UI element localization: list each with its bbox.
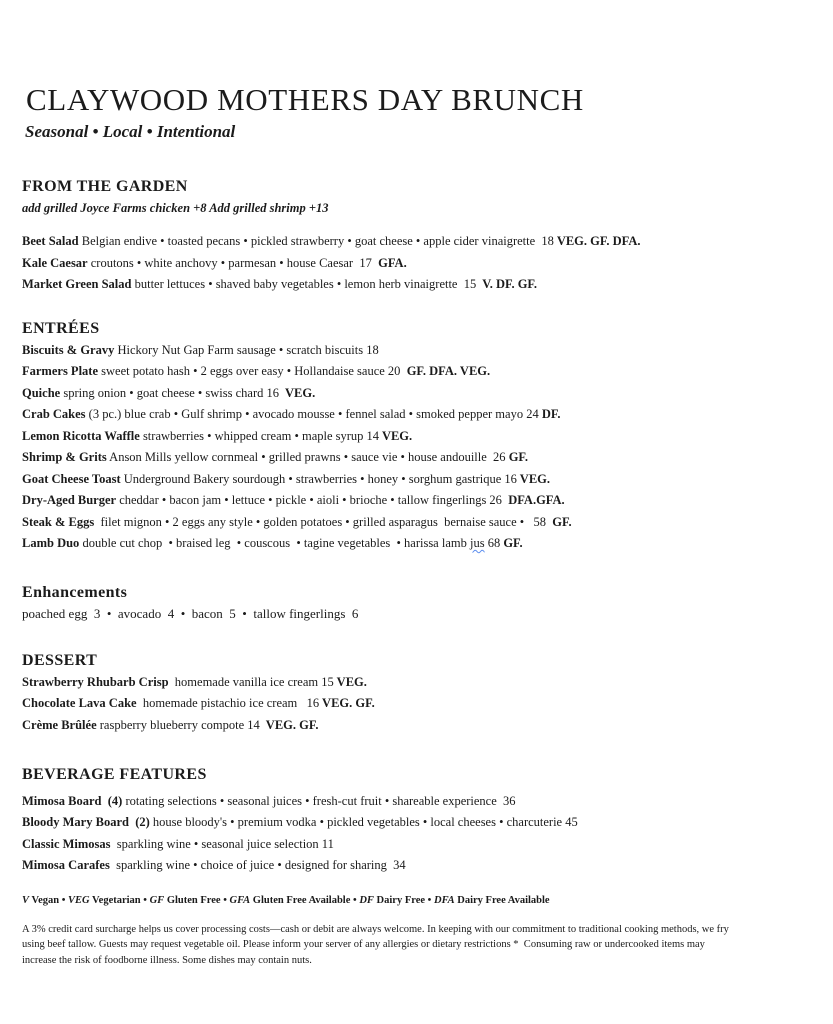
legend-separator: • [140,894,150,906]
section-entrees [22,318,813,555]
dietary-tags: GF. [500,536,523,550]
menu-item-description: 68 [484,536,501,550]
legend-separator: • [425,894,434,906]
menu-item [22,812,813,834]
legend-abbreviation: GF [149,894,165,906]
legend-separator: • [59,894,69,906]
dietary-tags: VEG. [333,674,367,689]
menu-item [22,404,813,426]
legend-label: Dairy Free [373,894,426,906]
menu-items [22,340,813,555]
legend-label: Gluten Free [164,894,221,906]
menu-item-description: Underground Bakery sourdough • strawberries • honey • sorghum gastrique 16 [120,471,517,486]
dietary-tags: VEG. [379,428,413,443]
menu-item-name: Farmers Plate [22,364,99,378]
legend-label: Vegan [29,894,60,906]
menu-item-description: sparkling wine • seasonal juice selection 11 [110,836,334,851]
menu-item [22,791,813,813]
menu-item-name: Mimosa Carafes [22,858,110,873]
menu-item-description: filet mignon • 2 eggs any style • golden potatoes • grilled asparagus bernaise sauce • 58 [94,514,550,529]
dietary-tags: GF. DFA. VEG. [403,364,491,378]
menu-item-description: Hickory Nut Gap Farm sausage • scratch biscuits 18 [114,342,379,357]
menu-item-description: spring onion • goat cheese • swiss chard 16 [60,385,283,400]
menu-item-name: Lamb Duo [22,536,80,550]
menu-item [22,447,813,469]
tagline: Seasonal • Local • Intentional [25,122,236,141]
menu-item-name: Lemon Ricotta Waffle [22,428,140,443]
menu-item [22,383,813,405]
menu-item-description: sweet potato hash • 2 eggs over easy • Hollandaise sauce 20 [98,364,404,378]
enhancements-line: poached egg 3 • avocado 4 • bacon 5 • tallow fingerlings 6 [22,605,359,621]
dietary-tags: VEG. GF. [262,718,319,733]
menu-item-name: Strawberry Rhubarb Crisp [22,674,169,689]
menu-item [22,426,813,448]
legend-separator: • [350,894,360,906]
section-dessert [22,650,813,737]
fine-print-line: A 3% credit card surcharge helps us cover processing costs—cash or debit are always welcome. In keeping with our commitment to traditional cooking methods, we fry [22,923,729,935]
menu-item-description: cheddar • bacon jam • lettuce • pickle • aioli • brioche • tallow fingerlings 26 [116,493,506,507]
menu-item [22,361,813,383]
menu-item [22,490,813,512]
menu-item [22,469,813,491]
menu-item-name: Crème Brûlée [22,718,97,733]
menu-item-name: Shrimp & Grits [22,450,107,464]
section-note: add grilled Joyce Farms chicken +8 Add grilled shrimp +13 [22,201,329,215]
section-enhancements [22,582,813,624]
menu-item [22,340,813,362]
dietary-tags: VEG. GF. [319,696,375,711]
dietary-tags: GF. [549,514,572,529]
section-heading: BEVERAGE FEATURES [22,765,207,783]
legend-abbreviation: VEG [68,894,90,906]
section-heading: DESSERT [22,651,98,669]
menu-item-description: (3 pc.) blue crab • Gulf shrimp • avocado mousse • fennel salad • smoked pepper mayo 24 [85,407,539,421]
legend-label: Dairy Free Available [454,894,550,906]
menu-item-name: Crab Cakes [22,407,86,421]
dietary-tags: GF. [505,450,529,464]
section-from-the-garden [22,176,813,296]
menu-item-description: butter lettuces • shaved baby vegetables • lemon herb vinaigrette 15 [131,277,480,291]
menu-item-description: croutons • white anchovy • parmesan • house Caesar 17 [87,255,375,270]
menu-items [22,672,813,737]
menu-item-description: house bloody's • premium vodka • pickled vegetables • local cheeses • charcuterie 45 [149,815,578,830]
menu-item-description: sparkling wine • choice of juice • designed for sharing 34 [109,858,406,873]
menu-item-description: rotating selections • seasonal juices • fresh-cut fruit • shareable experience 36 [122,793,516,808]
menu-item-name: Market Green Salad [22,277,132,291]
menu-item [22,533,813,555]
menu-item-name: Goat Cheese Toast [22,471,121,486]
legend-abbreviation: DF [359,894,374,906]
menu-item-description: Anson Mills yellow cornmeal • grilled prawns • sauce vie • house andouille 26 [106,450,506,464]
spellchecked-word: jus [469,536,485,550]
menu-item [22,512,813,534]
menu-item [22,715,813,737]
menu-item-name: Beet Salad [22,234,79,248]
dietary-tags: VEG. [282,385,316,400]
menu-item [22,274,813,296]
section-beverage-features [22,764,813,877]
fine-print [22,922,813,969]
dietary-tags: V. DF. GF. [479,277,538,291]
menu-item-description: double cut chop • braised leg • couscous • tagine vegetables • harissa lamb [79,536,470,550]
fine-print-line: increase the risk of foodborne illness. Some dishes may contain nuts. [22,954,312,966]
page-title: CLAYWOOD MOTHERS DAY BRUNCH [26,82,584,117]
legend-separator: • [220,894,230,906]
menu-item [22,672,813,694]
menu-item [22,693,813,715]
dietary-tags: VEG. GF. DFA. [553,234,641,248]
menu-item [22,253,813,275]
menu-items [22,791,813,877]
menu-item-name: Classic Mimosas [22,836,111,851]
section-heading: ENTRÉES [22,319,100,337]
menu-item-description: homemade pistachio ice cream 16 [136,696,320,711]
dietary-tags: DFA.GFA. [505,493,565,507]
menu-item-name: Steak & Eggs [22,514,95,529]
menu-item [22,834,813,856]
menu-item-name: Chocolate Lava Cake [22,696,137,711]
dietary-tags: VEG. [516,471,551,486]
dietary-legend [22,894,813,908]
menu-item-name: Mimosa Board (4) [22,793,123,808]
fine-print-line: using beef tallow. Guests may request vegetable oil. Please inform your server of any allergies or dietary restrictions * Consuming raw or undercooked items may [22,939,705,951]
dietary-tags: DF. [538,407,561,421]
dietary-tags: GFA. [374,255,407,270]
legend-abbreviation: GFA [229,894,251,906]
menu-item-name: Kale Caesar [22,255,88,270]
legend-label: Vegetarian [89,894,141,906]
section-heading: FROM THE GARDEN [22,178,188,195]
menu-item [22,855,813,877]
legend-abbreviation: V [22,894,30,906]
legend-label: Gluten Free Available [250,894,351,906]
menu-item-description: homemade vanilla ice cream 15 [168,674,334,689]
menu-item-name: Dry-Aged Burger [22,493,117,507]
menu-item-description: raspberry blueberry compote 14 [96,718,263,733]
menu-item-description: strawberries • whipped cream • maple syrup 14 [139,428,380,443]
menu-items [22,231,813,296]
menu-item-name: Biscuits & Gravy [22,342,115,357]
section-heading: Enhancements [22,583,128,601]
legend-abbreviation: DFA [433,894,455,906]
menu-item-name: Quiche [22,385,61,400]
menu-item [22,231,813,253]
menu-item-name: Bloody Mary Board (2) [22,815,150,830]
menu-item-description: Belgian endive • toasted pecans • pickled strawberry • goat cheese • apple cider vinaigrette 18 [78,234,554,248]
